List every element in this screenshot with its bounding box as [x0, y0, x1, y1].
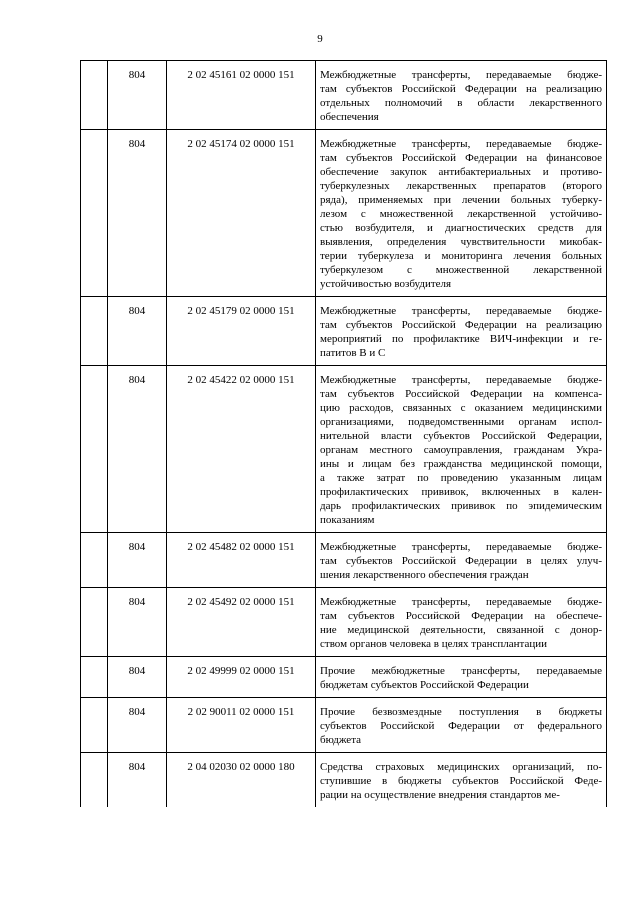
revenue-name-line: терии туберкулеза и мониторинга лечения больных — [320, 250, 602, 262]
revenue-name-line: нительной власти субъектов Российской Федерации, — [320, 430, 602, 442]
admin-code-cell: 804 — [108, 297, 167, 366]
revenue-name-line: патитов В и С — [320, 347, 386, 359]
empty-cell — [81, 588, 108, 657]
budget-classification-table — [80, 60, 607, 807]
revenue-name-line: Межбюджетные трансферты, передаваемые бюдже- — [320, 69, 602, 81]
revenue-name-line: Межбюджетные трансферты, передаваемые бюдже- — [320, 305, 602, 317]
revenue-name-line: Средства страховых медицинских организаций, по- — [320, 761, 602, 773]
table-row — [81, 366, 607, 533]
budget-code-cell: 2 02 45492 02 0000 151 — [167, 588, 316, 657]
revenue-name-line: ряда), применяемых при лечении больных туберку- — [320, 194, 602, 206]
revenue-name-line: профилактических прививок, включенных в кален- — [320, 486, 602, 498]
table-row — [81, 533, 607, 588]
revenue-name-line: обеспечения — [320, 111, 379, 123]
revenue-name-line: шения лекарственного обеспечения граждан — [320, 569, 529, 581]
empty-cell — [81, 753, 108, 808]
revenue-name-line: субъектов Российской Федерации от федерального — [320, 720, 602, 732]
revenue-name-line: показаниям — [320, 514, 375, 526]
revenue-name-line: там субъектов Российской Федерации на обеспече- — [320, 610, 602, 622]
revenue-name-line: туберкулезом с множественной лекарственной — [320, 264, 602, 276]
empty-cell — [81, 698, 108, 753]
revenue-name-line: Межбюджетные трансферты, передаваемые бюдже- — [320, 541, 602, 553]
table-row — [81, 297, 607, 366]
empty-cell — [81, 61, 108, 130]
revenue-name-line: ины и лицам без гражданства медицинской помощи, — [320, 458, 602, 470]
budget-code-cell: 2 02 49999 02 0000 151 — [167, 657, 316, 698]
revenue-name-line: там субъектов Российской Федерации на реализацию — [320, 319, 602, 331]
revenue-name-cell — [316, 588, 607, 657]
budget-code-cell: 2 02 45174 02 0000 151 — [167, 130, 316, 297]
admin-code-cell: 804 — [108, 130, 167, 297]
empty-cell — [81, 297, 108, 366]
budget-code-cell: 2 02 45161 02 0000 151 — [167, 61, 316, 130]
revenue-name-line: Межбюджетные трансферты, передаваемые бюдже- — [320, 138, 602, 150]
revenue-name-cell — [316, 366, 607, 533]
budget-code-cell: 2 02 90011 02 0000 151 — [167, 698, 316, 753]
revenue-name-line: лезом с множественной лекарственной устойчиво- — [320, 208, 602, 220]
revenue-name-line: там субъектов Российской Федерации на компенса- — [320, 388, 602, 400]
admin-code-cell: 804 — [108, 61, 167, 130]
revenue-name-line: обеспечение закупок антибактериальных и противо- — [320, 166, 602, 178]
revenue-name-line: ством органов человека в целях трансплантации — [320, 638, 547, 650]
budget-code-cell: 2 02 45179 02 0000 151 — [167, 297, 316, 366]
revenue-name-cell — [316, 753, 607, 808]
empty-cell — [81, 657, 108, 698]
revenue-name-line: выявления, определения чувствительности микобак- — [320, 236, 602, 248]
revenue-name-line: отдельных полномочий в области лекарственного — [320, 97, 602, 109]
revenue-name-line: а также затрат по проведению указанным лицам — [320, 472, 602, 484]
revenue-name-line: ние медицинской деятельности, связанной с донор- — [320, 624, 602, 636]
revenue-name-line: Межбюджетные трансферты, передаваемые бюдже- — [320, 596, 602, 608]
revenue-name-line: ступившие в бюджеты субъектов Российской Феде- — [320, 775, 602, 787]
revenue-name-line: стью возбудителя, и диагностических средств для — [320, 222, 602, 234]
empty-cell — [81, 533, 108, 588]
budget-code-cell: 2 04 02030 02 0000 180 — [167, 753, 316, 808]
table-row — [81, 657, 607, 698]
revenue-name-line: там субъектов Российской Федерации на финансовое — [320, 152, 602, 164]
admin-code-cell: 804 — [108, 533, 167, 588]
admin-code-cell: 804 — [108, 698, 167, 753]
empty-cell — [81, 130, 108, 297]
revenue-name-cell — [316, 698, 607, 753]
admin-code-cell: 804 — [108, 753, 167, 808]
revenue-name-line: бюджетам субъектов Российской Федерации — [320, 679, 529, 691]
table-body — [81, 61, 607, 808]
revenue-name-line: организациями, подведомственными органам испол- — [320, 416, 602, 428]
revenue-name-line: там субъектов Российской Федерации в целях улуч- — [320, 555, 602, 567]
revenue-name-line: там субъектов Российской Федерации на реализацию — [320, 83, 602, 95]
admin-code-cell: 804 — [108, 588, 167, 657]
revenue-name-line: Прочие межбюджетные трансферты, передаваемые — [320, 665, 602, 677]
revenue-name-line: мероприятий по профилактике ВИЧ-инфекции и ге- — [320, 333, 602, 345]
empty-cell — [81, 366, 108, 533]
revenue-name-cell — [316, 297, 607, 366]
table-row — [81, 61, 607, 130]
revenue-name-line: рации на осуществление внедрения стандартов ме- — [320, 789, 560, 801]
table-row — [81, 588, 607, 657]
admin-code-cell: 804 — [108, 657, 167, 698]
revenue-name-line: туберкулезных лекарственных препаратов (второго — [320, 180, 602, 192]
revenue-name-line: органам местного самоуправления, гражданам Укра- — [320, 444, 602, 456]
revenue-name-line: дарь профилактических прививок по эпидемическим — [320, 500, 602, 512]
revenue-name-line: Межбюджетные трансферты, передаваемые бюдже- — [320, 374, 602, 386]
table-row — [81, 130, 607, 297]
revenue-name-line: цию расходов, связанных с оказанием медицинскими — [320, 402, 602, 414]
budget-code-cell: 2 02 45422 02 0000 151 — [167, 366, 316, 533]
admin-code-cell: 804 — [108, 366, 167, 533]
revenue-name-line: устойчивостью возбудителя — [320, 278, 452, 290]
revenue-name-line: Прочие безвозмездные поступления в бюджеты — [320, 706, 602, 718]
revenue-name-cell — [316, 657, 607, 698]
revenue-name-cell — [316, 130, 607, 297]
revenue-name-cell — [316, 61, 607, 130]
revenue-name-cell — [316, 533, 607, 588]
revenue-name-line: бюджета — [320, 734, 362, 746]
table-row — [81, 698, 607, 753]
page-number: 9 — [317, 33, 323, 45]
table-row — [81, 753, 607, 808]
budget-code-cell: 2 02 45482 02 0000 151 — [167, 533, 316, 588]
